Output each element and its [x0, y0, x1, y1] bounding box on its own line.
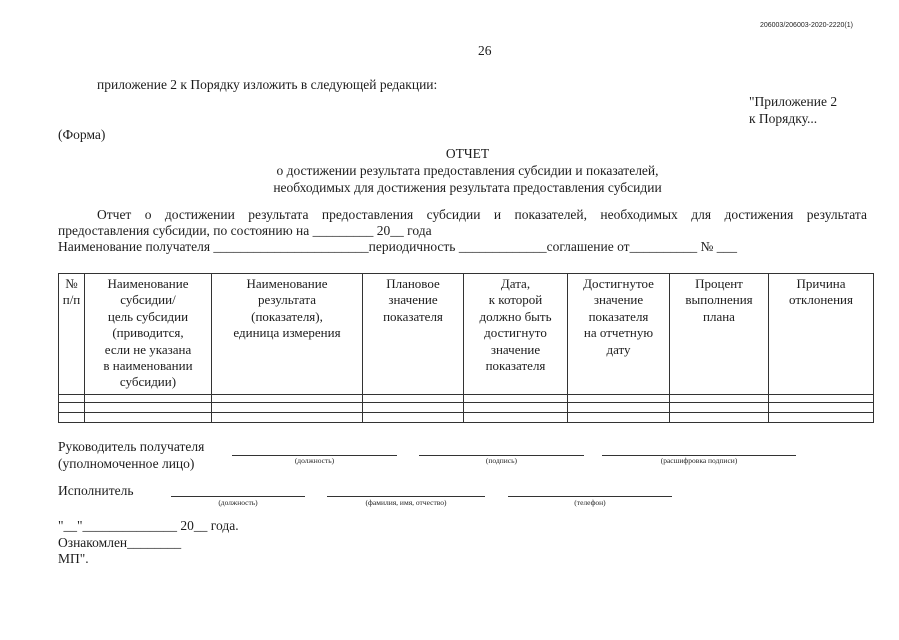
paragraph-line-3: Наименование получателя _______________________периодичность _____________соглашение от__________ № ___ [58, 239, 737, 254]
table-cell[interactable] [568, 403, 670, 413]
header-line: значение [593, 292, 644, 308]
col-header-reason [769, 274, 874, 395]
header-line: к которой [488, 292, 543, 308]
header-line: единица измерения [233, 325, 341, 341]
executor-caption-phone: (телефон) [574, 498, 606, 507]
col-header-result [212, 274, 363, 395]
table-header-row [59, 274, 874, 395]
table-cell[interactable] [670, 395, 769, 403]
header-line: на отчетную [583, 325, 654, 341]
report-subtitle-line-2: необходимых для достижения результата предоставления субсидии [273, 180, 662, 195]
col-header-subsidy [85, 274, 212, 395]
head-caption-name: (расшифровка подписи) [660, 456, 738, 465]
head-label-2: (уполномоченное лицо) [58, 456, 195, 471]
col-header-achieved [568, 274, 670, 395]
table-cell[interactable] [769, 413, 874, 423]
paragraph-line-1: Отчет о достижении результата предоставления субсидии и показателей, необходимых для достижения результата [97, 207, 867, 222]
date-line: "__"______________ 20__ года. [58, 518, 239, 533]
report-title: ОТЧЕТ [445, 146, 490, 161]
header-line: если не указана [104, 341, 192, 357]
header-line: показателя [588, 308, 649, 324]
page-number: 26 [478, 43, 492, 58]
table-cell[interactable] [363, 395, 464, 403]
header-line: Наименование [246, 276, 328, 291]
header-line: достигнуто [484, 325, 547, 341]
table-cell[interactable] [59, 395, 85, 403]
header-line: результата [257, 292, 317, 308]
executor-phone-line[interactable] [508, 496, 672, 497]
col-header-number [59, 274, 85, 395]
table-cell[interactable] [464, 395, 568, 403]
table-cell[interactable] [212, 413, 363, 423]
header-line: Наименование [107, 276, 189, 291]
header-line: Достигнутое [583, 276, 654, 291]
table-cell[interactable] [464, 413, 568, 423]
header-line: значение [490, 341, 541, 357]
report-table [58, 273, 874, 423]
table-row [59, 413, 874, 423]
header-line: п/п [62, 292, 81, 308]
table-cell[interactable] [59, 403, 85, 413]
head-caption-position: (должность) [294, 456, 335, 465]
header-line: (показателя), [251, 308, 323, 324]
col-header-date [464, 274, 568, 395]
header-line: отклонения [789, 292, 853, 308]
table-cell[interactable] [670, 413, 769, 423]
header-line: дату [606, 341, 631, 357]
header-line: значение [388, 292, 438, 308]
head-caption-signature: (подпись) [485, 456, 518, 465]
executor-caption-fullname: (фамилия, имя, отчество) [365, 498, 447, 507]
table-cell[interactable] [85, 395, 212, 403]
header-line: Плановое [386, 276, 440, 291]
header-line: (приводится, [112, 325, 184, 341]
table-cell[interactable] [363, 413, 464, 423]
table-cell[interactable] [670, 403, 769, 413]
col-header-percent [670, 274, 769, 395]
table-cell[interactable] [212, 395, 363, 403]
header-line: показателя [383, 308, 443, 324]
executor-label: Исполнитель [58, 483, 134, 498]
paragraph-line-2: предоставления субсидии, по состоянию на _________ 20__ года [58, 223, 432, 238]
appendix-line-1: "Приложение 2 [749, 94, 838, 109]
header-line: Процент [695, 276, 743, 291]
table-cell[interactable] [85, 403, 212, 413]
executor-position-line[interactable] [171, 496, 305, 497]
appendix-line-2: к Порядку... [749, 111, 818, 126]
executor-caption-position: (должность) [218, 498, 258, 507]
header-line: должно быть [479, 308, 552, 324]
table-row [59, 403, 874, 413]
table-row [59, 395, 874, 403]
table-cell[interactable] [568, 413, 670, 423]
header-line: Дата, [500, 276, 531, 291]
header-line: субсидии/ [120, 292, 176, 308]
header-line: плана [703, 308, 735, 324]
table-cell[interactable] [85, 413, 212, 423]
stamp-place: МП". [58, 551, 89, 566]
header-line: субсидии) [119, 374, 177, 390]
header-line: № [65, 276, 78, 291]
col-header-planned [363, 274, 464, 395]
header-line: в наименовании [103, 358, 193, 374]
table-cell[interactable] [769, 395, 874, 403]
head-label-1: Руководитель получателя [58, 439, 205, 454]
table-cell[interactable] [212, 403, 363, 413]
intro-text: приложение 2 к Порядку изложить в следующей редакции: [97, 77, 438, 92]
table-cell[interactable] [363, 403, 464, 413]
header-line: цель субсидии [107, 308, 189, 324]
header-line: Причина [796, 276, 846, 291]
executor-fullname-line[interactable] [327, 496, 485, 497]
table-cell[interactable] [464, 403, 568, 413]
table-cell[interactable] [769, 403, 874, 413]
document-code: 206003/206003-2020-2220(1) [759, 22, 853, 29]
report-subtitle-line-1: о достижении результата предоставления субсидии и показателей, [276, 163, 659, 178]
header-line: выполнения [685, 292, 753, 308]
table-cell[interactable] [59, 413, 85, 423]
table-cell[interactable] [568, 395, 670, 403]
form-label: (Форма) [58, 127, 106, 142]
acquainted-line: Ознакомлен________ [58, 535, 182, 550]
header-line: показателя [485, 358, 546, 374]
